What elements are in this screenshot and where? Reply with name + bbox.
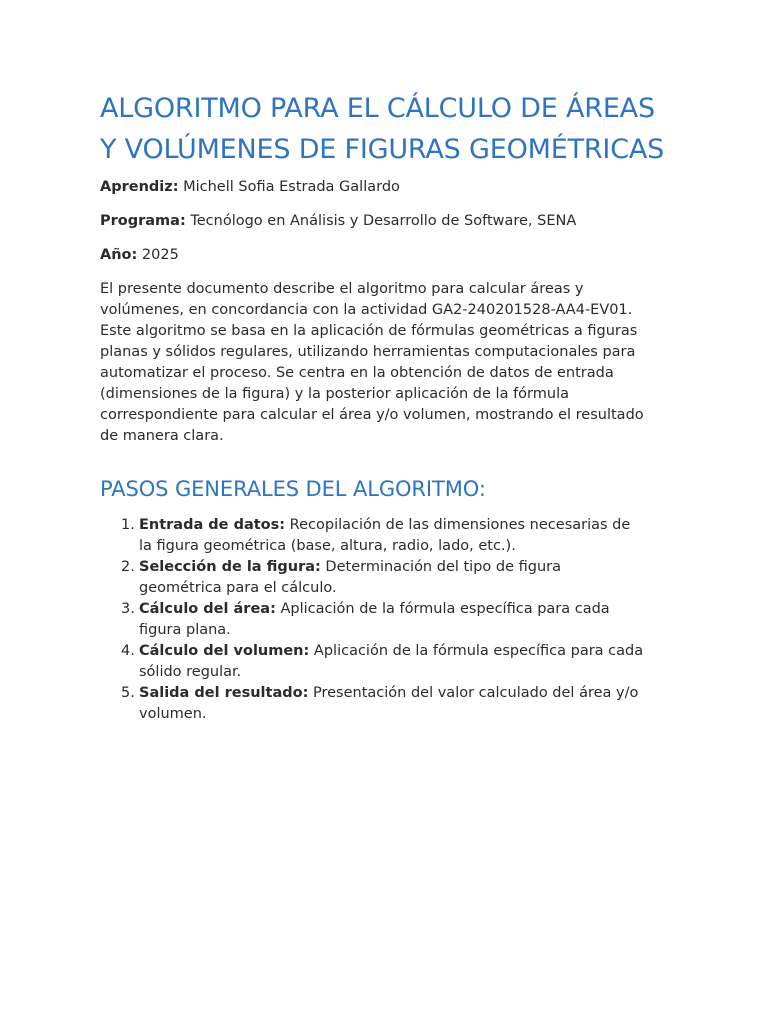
meta-apprentice (100, 177, 668, 197)
meta-apprentice-value: Michell Sofia Estrada Gallardo (178, 179, 400, 195)
step-term: Salida del resultado: (139, 685, 309, 701)
meta-year-value: 2025 (137, 247, 179, 263)
meta-apprentice-label: Aprendiz: (100, 179, 179, 195)
step-text: Aplicación de la fórmula específica para cada figura plana. (139, 601, 610, 638)
step-term: Cálculo del área: (139, 601, 276, 617)
step-term: Cálculo del volumen: (139, 643, 310, 659)
list-item (139, 557, 645, 599)
section-title: PASOS GENERALES DEL ALGORITMO: (100, 477, 486, 501)
meta-year-label: Año: (100, 247, 138, 263)
list-item (139, 599, 645, 641)
meta-program-label: Programa: (100, 213, 186, 229)
list-item (139, 515, 645, 557)
step-term: Selección de la figura: (139, 559, 321, 575)
intro-paragraph: El presente documento describe el algoritmo para calcular áreas y volúmenes, en concordancia con la actividad GA2-240201528-AA4-EV01. Este algoritmo se basa en la aplicación de fórmulas geométricas a figuras planas y sólidos regulares, utilizando herramientas computacionales para automatizar el proceso. Se centra en la obtención de datos de entrada (dimensiones de la figura) y la posterior aplicación de la fórmula correspondiente para calcular el área y/o volumen, mostrando el resultado de manera clara. (100, 281, 644, 444)
list-item (139, 641, 645, 683)
step-text: Aplicación de la fórmula específica para cada sólido regular. (139, 643, 644, 680)
step-text: Recopilación de las dimensiones necesarias de la figura geométrica (base, altura, radio, lado, etc.). (139, 517, 631, 554)
steps-list (100, 515, 645, 725)
meta-program (100, 211, 668, 231)
meta-program-value: Tecnólogo en Análisis y Desarrollo de Software, SENA (185, 213, 577, 229)
list-item (139, 683, 645, 725)
step-term: Entrada de datos: (139, 517, 286, 533)
document-title: ALGORITMO PARA EL CÁLCULO DE ÁREAS Y VOLÚMENES DE FIGURAS GEOMÉTRICAS (100, 93, 665, 165)
step-text: Presentación del valor calculado del área y/o volumen. (139, 685, 639, 722)
step-text: Determinación del tipo de figura geométrica para el cálculo. (139, 559, 562, 596)
document-page (100, 88, 668, 725)
meta-year (100, 245, 668, 265)
